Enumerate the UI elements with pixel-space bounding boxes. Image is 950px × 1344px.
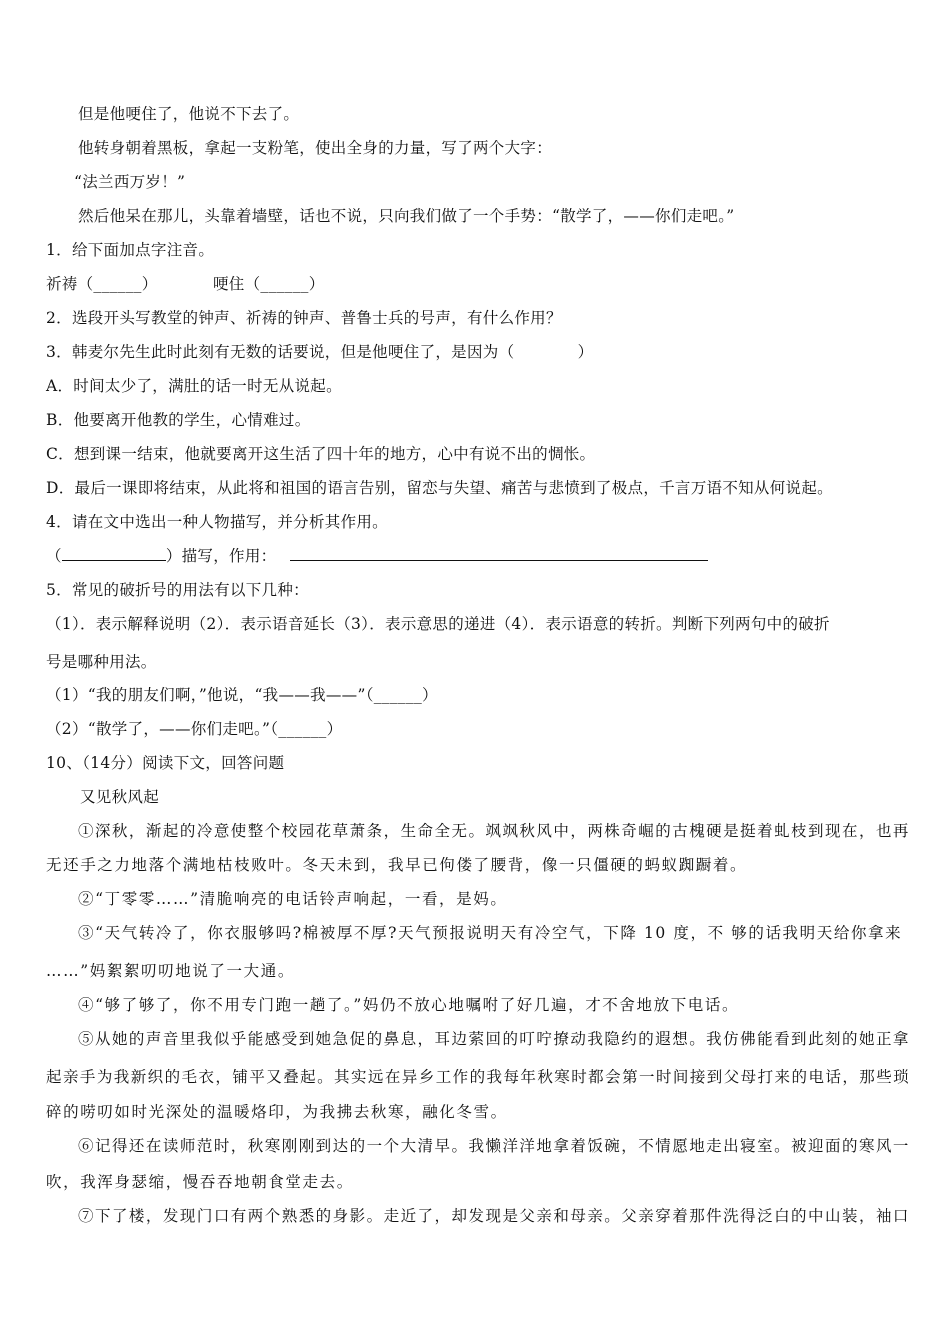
answer-paren-open: （: [46, 547, 62, 565]
article-line: 碎的唠叨如时光深处的温暖烙印，为我拂去秋寒，融化冬雪。: [46, 1103, 508, 1121]
question-3-option-a: A．时间太少了，满肚的话一时无从说起。: [46, 377, 342, 395]
question-1-word-2: 哽住（______）: [213, 275, 325, 293]
passage-paragraph: 但是他哽住了，他说不下去了。: [78, 105, 300, 123]
answer-blank[interactable]: [290, 546, 708, 561]
question-3-prompt: 3．韩麦尔先生此时此刻有无数的话要说，但是他哽住了，是因为（ ）: [46, 343, 594, 361]
question-3-option-d: D．最后一课即将结束，从此将和祖国的语言告别，留恋与失望、痛苦与悲愤到了极点，千言万语不知从何说起。: [46, 479, 833, 497]
question-1-word-1: 祈祷（______）: [46, 275, 158, 293]
article-line: 无还手之力地落个满地枯枝败叶。冬天未到，我早已佝偻了腰背，像一只僵硬的蚂蚁踟蹰着。: [46, 856, 748, 874]
article-line: 吹，我浑身瑟缩，慢吞吞地朝食堂走去。: [46, 1173, 354, 1191]
question-1-prompt: 1．给下面加点字注音。: [46, 241, 215, 259]
article-line: ⑤从她的声音里我似乎能感受到她急促的鼻息，耳边萦回的叮咛撩动我隐约的遐想。我仿佛能看到此刻的她正拿: [78, 1030, 910, 1048]
question-2-prompt: 2．选段开头写教堂的钟声、祈祷的钟声、普鲁士兵的号声，有什么作用？: [46, 309, 562, 327]
passage-paragraph: “法兰西万岁！”: [74, 173, 186, 191]
question-5-prompt: 5．常见的破折号的用法有以下几种：: [46, 581, 309, 599]
article-line: ……”妈絮絮叨叨地说了一大通。: [46, 962, 295, 980]
article-line: 起亲手为我新织的毛衣，铺平又叠起。其实远在异乡工作的我每年秋寒时都会第一时间接到父母打来的电话，那些琐: [46, 1068, 911, 1086]
question-5-description: （1）．表示解释说明（2）．表示语音延长（3）．表示意思的递进（4）．表示语意的转折。判断下列两句中的破折: [46, 615, 830, 633]
passage-paragraph: 他转身朝着黑板，拿起一支粉笔，使出全身的力量，写了两个大字：: [78, 139, 553, 157]
answer-label: ）描写，作用：: [165, 547, 277, 565]
question-4-answer-line: [46, 546, 708, 566]
question-5-item-2: （2）“散学了，——你们走吧。”（______）: [46, 720, 343, 738]
article-line: ⑦下了楼，发现门口有两个熟悉的身影。走近了，却发现是父亲和母亲。父亲穿着那件洗得泛白的中山装，袖口: [78, 1207, 910, 1225]
section-10-heading: 10、（14分）阅读下文，回答问题: [46, 754, 285, 772]
question-4-prompt: 4．请在文中选出一种人物描写，并分析其作用。: [46, 513, 388, 531]
article-title: 又见秋风起: [80, 788, 160, 806]
article-line: ⑥记得还在读师范时，秋寒刚刚到达的一个大清早。我懒洋洋地拿着饭碗，不情愿地走出寝室。被迎面的寒风一: [78, 1137, 910, 1155]
article-line: ③“天气转冷了，你衣服够吗?棉被厚不厚?天气预报说明天有冷空气，下降 10 度，不 够的话我明天给你拿来: [78, 924, 903, 942]
article-line: ②“丁零零……”清脆响亮的电话铃声响起，一看，是妈。: [78, 890, 508, 908]
article-line: ④“够了够了，你不用专门跑一趟了。”妈仍不放心地嘱咐了好几遍，才不舍地放下电话。: [78, 996, 740, 1014]
question-3-option-b: B．他要离开他教的学生，心情难过。: [46, 411, 311, 429]
question-5-description: 号是哪种用法。: [46, 653, 157, 671]
question-3-option-c: C．想到课一结束，他就要离开这生活了四十年的地方，心中有说不出的惆怅。: [46, 445, 596, 463]
passage-paragraph: 然后他呆在那儿，头靠着墙壁，话也不说，只向我们做了一个手势：“散学了，——你们走吧。”: [78, 207, 735, 225]
question-5-item-1: （1）“我的朋友们啊，”他说，“我——我——”（______）: [46, 686, 438, 704]
article-line: ①深秋，渐起的冷意使整个校园花草萧条，生命全无。飒飒秋风中，两株奇崛的古槐硬是挺着虬枝到现在，也再: [78, 822, 910, 840]
answer-blank[interactable]: [62, 546, 166, 561]
